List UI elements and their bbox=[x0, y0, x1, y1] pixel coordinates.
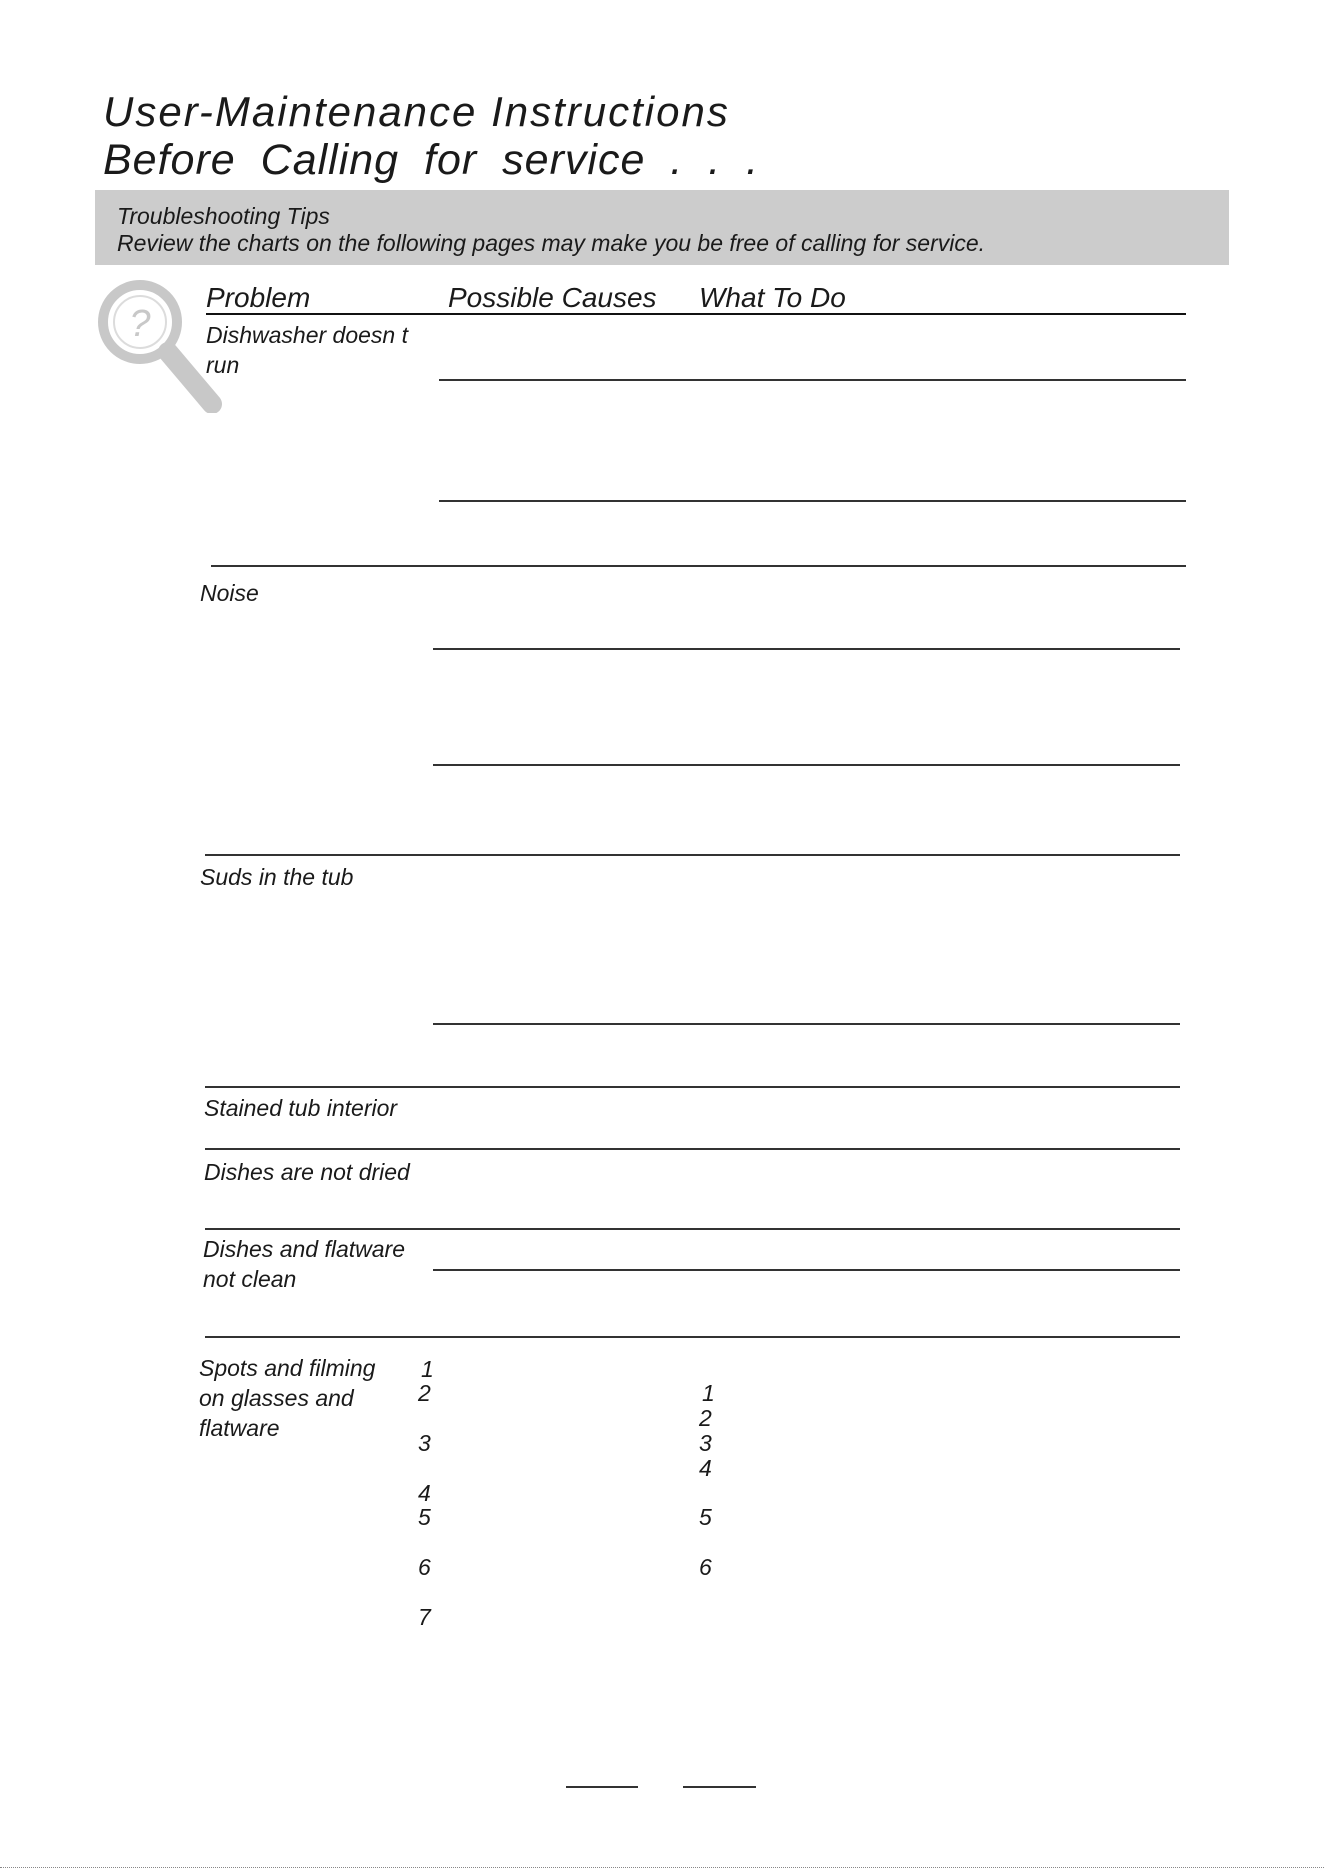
problem-label: Suds in the tub bbox=[200, 864, 354, 890]
row-divider bbox=[439, 379, 1186, 381]
cause-number: 6 bbox=[418, 1554, 431, 1580]
problem-label: Dishes and flatware not clean bbox=[203, 1236, 405, 1292]
section-divider bbox=[205, 1336, 1180, 1338]
todo-number: 3 bbox=[699, 1430, 712, 1456]
section-divider bbox=[205, 1228, 1180, 1230]
cause-number: 7 bbox=[418, 1604, 431, 1630]
row-divider bbox=[433, 764, 1180, 766]
section-divider bbox=[205, 854, 1180, 856]
cause-number: 2 bbox=[418, 1380, 431, 1406]
banner-heading: Troubleshooting Tips bbox=[117, 203, 330, 229]
row-divider bbox=[433, 1023, 1180, 1025]
banner-text: Review the charts on the following pages may make you be free of calling for service. bbox=[117, 230, 986, 256]
todo-number: 1 bbox=[702, 1380, 715, 1406]
footer-line-right bbox=[683, 1786, 756, 1788]
todo-number: 4 bbox=[699, 1455, 712, 1481]
cause-number: 3 bbox=[418, 1430, 431, 1456]
cause-number: 4 bbox=[418, 1480, 431, 1506]
todo-number: 2 bbox=[699, 1405, 712, 1431]
footer-line-left bbox=[566, 1786, 638, 1788]
section-divider bbox=[211, 565, 1186, 567]
problem-label: Noise bbox=[200, 580, 259, 606]
header-rule bbox=[206, 313, 1186, 315]
page-subtitle: Before Calling for service . . . bbox=[103, 136, 760, 184]
todo-number: 5 bbox=[699, 1504, 712, 1530]
problem-label: Dishwasher doesn t run bbox=[206, 322, 408, 378]
section-divider bbox=[205, 1086, 1180, 1088]
row-divider bbox=[433, 1269, 1180, 1271]
page-edge bbox=[0, 1867, 1324, 1868]
col-header-problem: Problem bbox=[206, 282, 311, 313]
problem-label: Dishes are not dried bbox=[204, 1159, 410, 1185]
question-mark-glyph: ? bbox=[129, 303, 151, 345]
row-divider bbox=[439, 500, 1186, 502]
col-header-what-to-do: What To Do bbox=[699, 282, 846, 313]
row-divider bbox=[433, 648, 1180, 650]
col-header-possible-causes: Possible Causes bbox=[448, 282, 657, 313]
cause-number: 1 bbox=[421, 1356, 434, 1382]
problem-label: Spots and filming on glasses and flatware bbox=[199, 1355, 376, 1441]
todo-number: 6 bbox=[699, 1554, 712, 1580]
page-title: User-Maintenance Instructions bbox=[103, 88, 730, 135]
problem-label: Stained tub interior bbox=[204, 1095, 398, 1121]
cause-number: 5 bbox=[418, 1504, 431, 1530]
section-divider bbox=[205, 1148, 1180, 1150]
